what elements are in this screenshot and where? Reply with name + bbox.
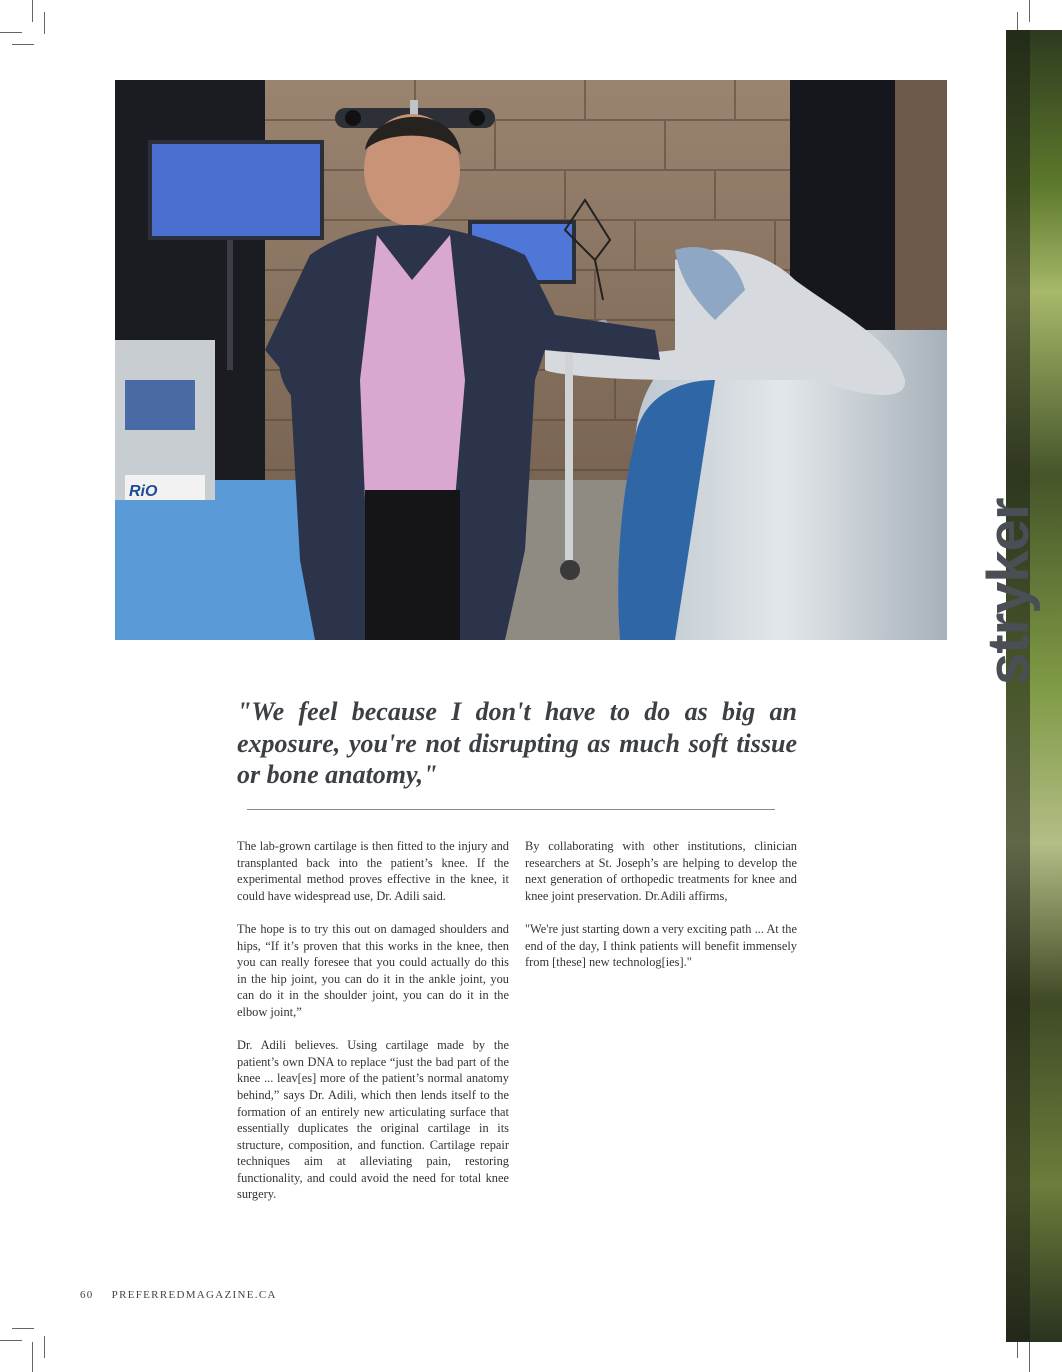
pull-quote: "We feel because I don't have to do as big an exposure, you're not disrupting as much soft tissue or bone anatomy," xyxy=(237,697,797,789)
paragraph: The hope is to try this out on damaged shoulders and hips, “If it’s proven that this works in the knee, then you can really foresee that you could actually do this in the hip joint, you can do it in the ankle joint, you can do it in the shoulder joint, you can do it in the elbow joint,” xyxy=(237,921,509,1019)
feature-photo xyxy=(115,80,1041,685)
crop-mark xyxy=(32,0,33,22)
crop-mark xyxy=(32,1342,33,1372)
crop-mark xyxy=(12,44,34,45)
crop-mark xyxy=(0,32,22,33)
stryker-logo: stryker xyxy=(976,498,1041,685)
body-column-left xyxy=(237,838,509,1220)
body-column-right xyxy=(525,838,797,987)
rio-label: RiO xyxy=(129,483,158,500)
paragraph: The lab-grown cartilage is then fitted to the injury and transplanted back into the patient’s knee. If the experimental method proves effective in the knee, it could have widespread use, Dr. Adili said. xyxy=(237,839,509,903)
crop-mark xyxy=(1029,0,1030,22)
paragraph: Dr. Adili believes. Using cartilage made by the patient’s own DNA to replace “just the bad part of the knee ... leav[es] more of the patient’s normal anatomy behind,” says Dr. Adili, which then lends itself to the formation of an entirely new articulating surface that essentially duplicates the original cartilage in its structure, composition, and function. Cartilage repair techniques aim at alleviating pain, restoring functionality, and could avoid the need for total knee surgery. xyxy=(237,1038,509,1202)
crop-mark xyxy=(44,1336,45,1358)
page-footer xyxy=(80,1289,277,1301)
crop-mark xyxy=(44,12,45,34)
facing-page-shadow xyxy=(1006,30,1030,1342)
crop-mark xyxy=(0,1340,22,1341)
paragraph: "We're just starting down a very exciting path ... At the end of the day, I think patients will benefit immensely from [these] new technolog[ies]." xyxy=(525,921,797,970)
site-url: PREFERREDMAGAZINE.CA xyxy=(111,1289,277,1301)
page-number: 60 xyxy=(80,1289,94,1301)
paragraph: By collaborating with other institutions, clinician researchers at St. Joseph’s are helping to develop the next generation of orthopedic treatments for knee and knee joint preservation. Dr.Adili affirms, xyxy=(525,839,797,903)
crop-mark xyxy=(12,1328,34,1329)
feature-photo-illustration xyxy=(115,80,947,640)
quote-divider xyxy=(247,809,775,810)
crop-mark xyxy=(1029,1342,1030,1372)
